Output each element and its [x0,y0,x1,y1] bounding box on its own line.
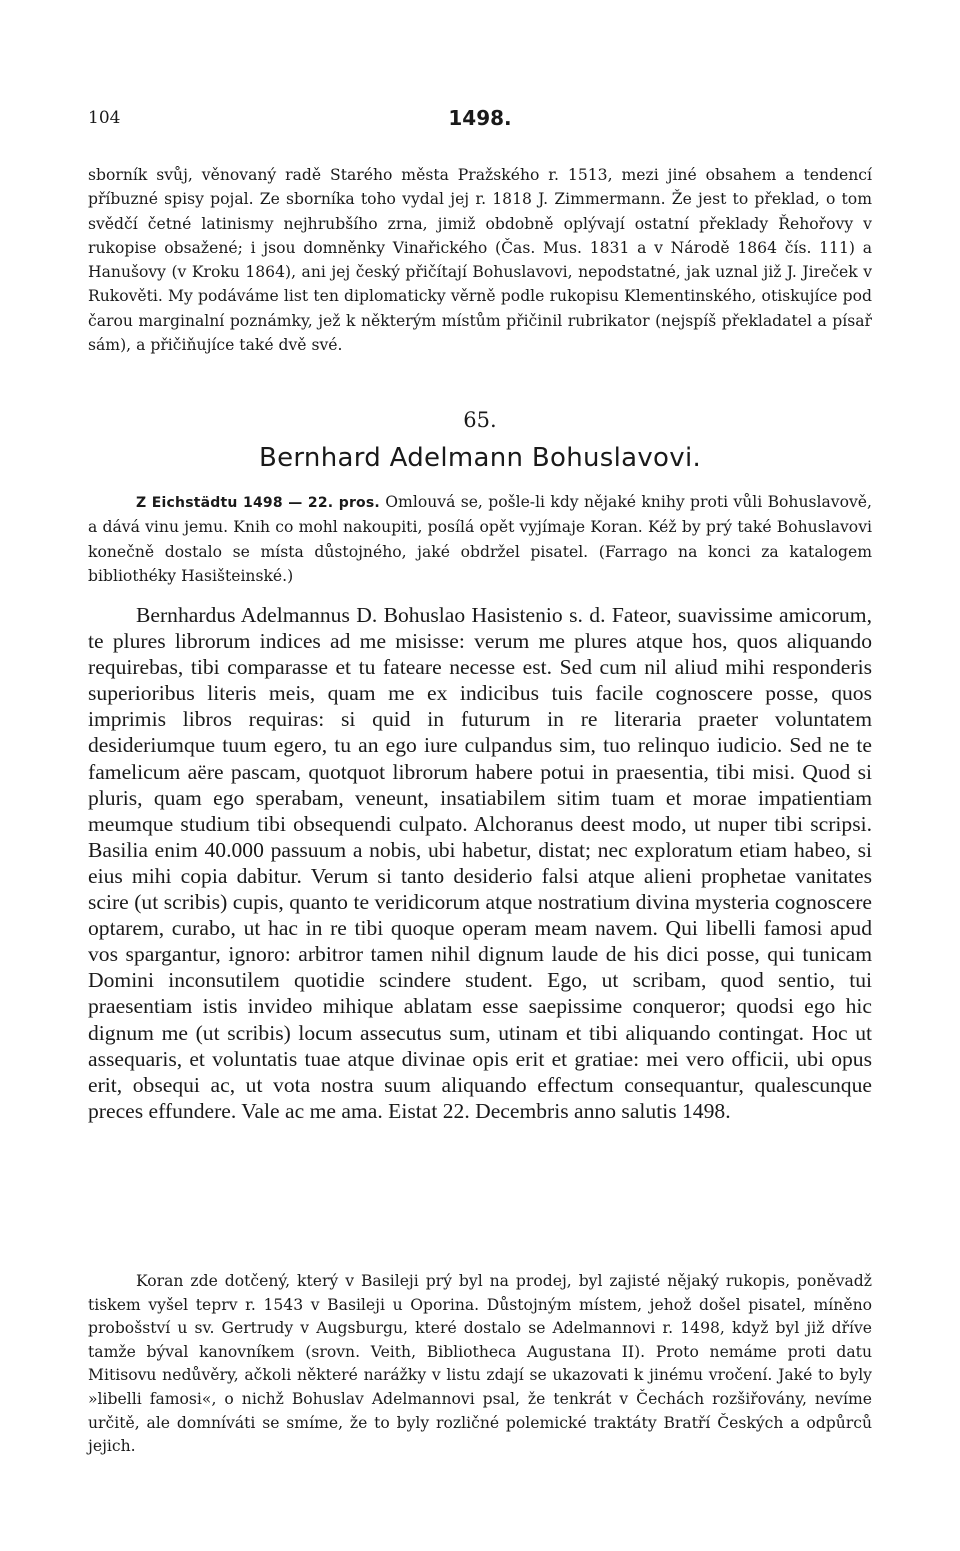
page-number: 104 [88,108,121,128]
regest-place-date: Z Eichstädtu 1498 — 22. pros. [136,495,380,511]
running-header [88,108,872,138]
regest-paragraph [88,490,872,588]
letter-text: Bernhardus Adelmannus D. Bohuslao Hasistenio s. d. Fateor, suavissime amicorum, te plures librorum indices ad me misisse: verum me plures atque hos, quos aliquando requirebas, tibi comparasse et tu fateare necesse est. Sed cum nil aliud mihi responderis superioribus literis meis, quam me ex indicibus tuis facile cognoscere posse, quos imprimis libros requiras: si quid in futurum in re literaria praeter voluntatem desideriumque tuum egero, tu an ego iure culpandus sim, tuo relinquo iudicio. Sed ne te famelicum aëre pascam, quotquot librorum habere potui in praesentia, tibi misi. Quod si pluris, quam ego sperabam, veneunt, insatiabilem sitim tuam et morae impatientiam meumque studium tibi obsequendi culpato. Alchoranus deest modo, ut nuper tibi scripsi. Basilia enim 40.000 passuum a nobis, ubi habetur, distat; nec exploratum etiam habeo, si eius mihi copia dabitur. Verum si tanto desiderio falsi atque alieni prophetae vanitates scire (ut scribis) cupis, quanto te veridicorum atque nostratium divina mysteria cognoscere optarem, curabo, ut hac in re tibi quoque operam meam navem. Qui libelli famosi apud vos spargantur, ignoro: arbitror tamen nihil dignum laude de his dici posse, qui tunicam Domini inconsutilem quotidie scindere student. Ego, ut scribam, quod sentio, tui praesentiam istis invideo mihique ablatam esse saepissime conqueror; quodsi ego hic dignum me (ut scribis) locum assecutus sum, utinam et tibi aliquando contingat. Hoc ut assequaris, et voluntatis tuae atque divinae opis erit et gratiae: mei vero officii, ubi opus erit, obsequi ac, ut vota nostra suum aliquando effectum consequantur, qualescunque preces effundere. Vale ac me ama. Eistat 22. Decembris anno salutis 1498. [88,603,872,1123]
regest-text: Omlouvá se, pošle-li kdy nějaké knihy proti vůli Bohuslavově, a dává vinu jemu. Knih co mohl nakoupiti, posílá opět vyjímaje Koran. Kéž by prý také Bohuslavovi konečně dostalo se místa důstojného, jaké obdržel pisatel. (Farrago na konci za katalogem bibliothéky Hasišteinské.) [88,493,872,585]
document-title: Bernhard Adelmann Bohuslavovi. [258,443,702,473]
intro-paragraph: sborník svůj, věnovaný radě Starého města Pražského r. 1513, mezi jiné obsahem a tendencí příbuzné spisy pojal. Ze sborníka toho vydal jej r. 1818 J. Zimmermann. Že jest to překlad, o tom svědčí četné latinismy nejhrubšího zrna, jimiž obdobně oplývají ostatní překlady Řehořovy v rukopise obsažené; i jsou domněnky Vinařického (Čas. Mus. 1831 a v Národě 1864 čís. 111) a Hanušovy (v Kroku 1864), ani jej český přičítají Bohuslavovi, nepodstatné, jak uznal již J. Jireček v Rukověti. My podáváme list ten diplomaticky věrně podle rukopisu Klementinského, otiskujíce pod čarou marginalní poznámky, jež k některým místům přičinil rubrikator (nejspíš překladatel a písař sám), a přičiňujíce také dvě své. [88,166,872,355]
editorial-note: Koran zde dotčený, který v Basileji prý byl na prodej, byl zajisté nějaký rukopis, poněvadž tiskem vyšel teprv r. 1543 v Basileji u Oporina. Důstojným místem, jehož došel pisatel, míněno probošství u sv. Gertrudy v Augsburgu, které dostalo se Adelmannovi r. 1498, když byl již dříve tamže býval kanovníkem (srovn. Veith, Bibliotheca Augustana II). Proto nemáme proti datu Mitisovu nedůvěry, ačkoli některé narážky v listu zdají se ukazovati k jinému vročení. Jaké to byly »libelli famosi«, o nichž Bohuslav Adelmannovi psal, že tenkrát v Čechách rozšiřovány, nevíme určitě, ale domníváti se smíme, že to byly rozličné polemické traktáty Bratří Českých a odpůrců jejich. [88,1272,872,1456]
document-number: 65. [463,408,497,432]
running-head-year: 1498. [448,106,512,130]
